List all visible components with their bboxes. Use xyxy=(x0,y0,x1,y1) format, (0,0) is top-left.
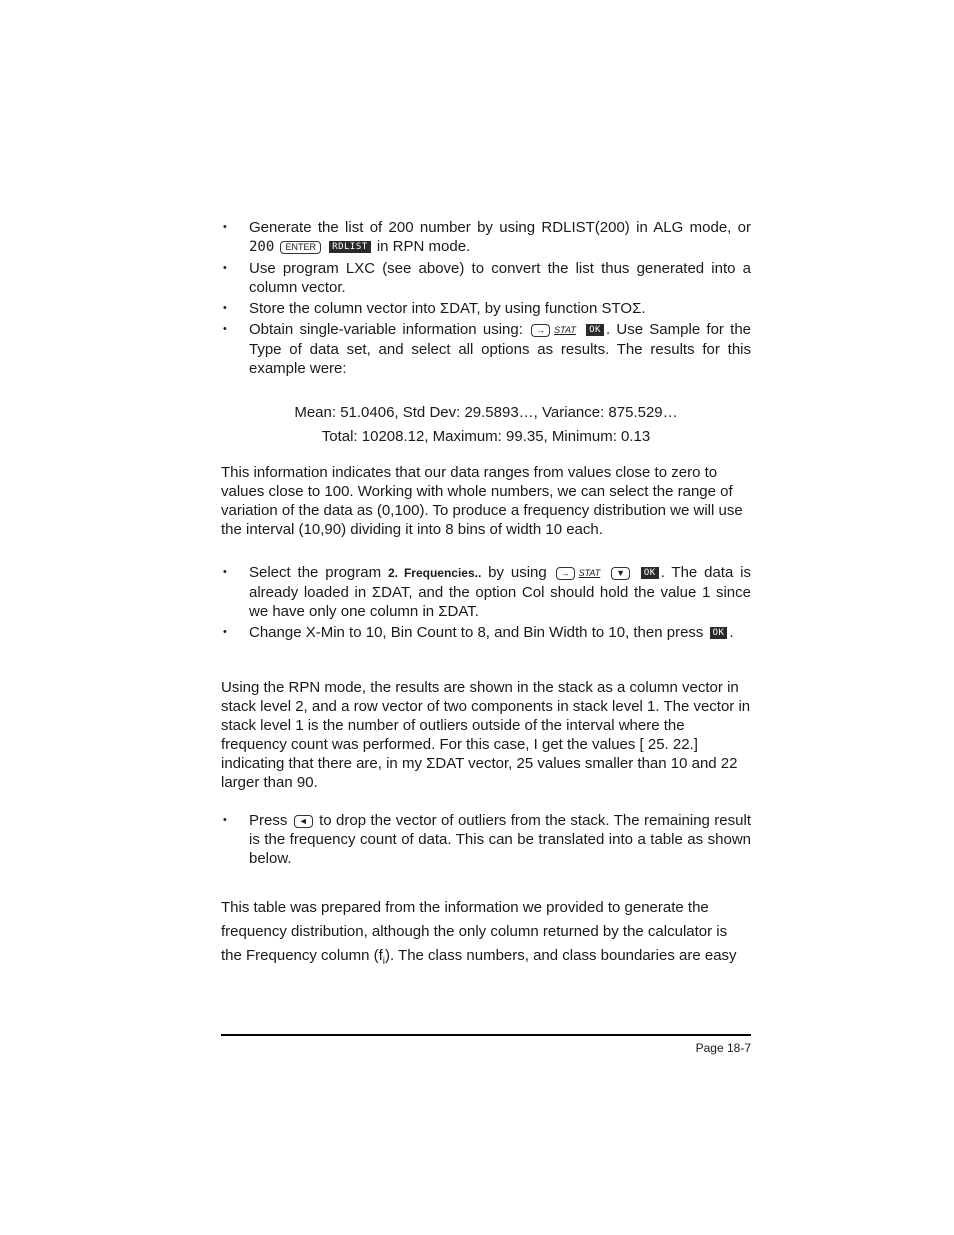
bullet-text: Select the program xyxy=(249,564,382,581)
bullet-text: by using xyxy=(488,564,547,581)
stat-label: STAT xyxy=(578,567,601,578)
bullet-text: . xyxy=(729,624,734,641)
right-shift-key-icon: → xyxy=(531,324,550,337)
results-block-2 xyxy=(221,427,751,446)
paragraph-text: This information indicates that our data ranges from values close to zero to values close to 100. Working with whole numbers, we can select the range of variation of the data as (0,100). To produce a frequency distribution we will use the interval (10,90) dividing it into 8 bins of width 10 each. xyxy=(221,464,743,538)
bullet-list-1 xyxy=(221,218,751,380)
ok-softkey-icon: OK xyxy=(586,324,604,336)
page-number: Page 18-7 xyxy=(695,1041,751,1055)
footer-rule xyxy=(221,1034,751,1036)
menu-item-name: 2. Frequencies.. xyxy=(387,566,482,580)
bullet-store xyxy=(221,299,751,318)
bullet-text: . Use Sample for the Type of data set, and select all options as results. The results for this example were: xyxy=(249,321,752,377)
bullet-text: Obtain single-variable information using: xyxy=(249,321,523,338)
stat-label: STAT xyxy=(554,324,576,335)
results-line-2: Total: 10208.12, Maximum: 99.35, Minimum: 0.13 xyxy=(321,428,651,445)
bullet-list-2 xyxy=(221,563,751,644)
bullet-obtain xyxy=(221,320,751,378)
ok-softkey-icon: OK xyxy=(710,627,728,639)
bullet-text: Press xyxy=(249,812,288,829)
bullet-text: Store the column vector into ΣDAT, by using function STOΣ. xyxy=(249,300,646,317)
paragraph-text xyxy=(221,896,751,974)
bullet-select-program xyxy=(221,563,751,621)
bullet-press-drop xyxy=(221,811,751,868)
bullet-text: to drop the vector of outliers from the stack. The remaining result is the frequency count of data. This can be translated into a table as shown below. xyxy=(249,812,751,867)
paragraph-text-pre: This table was prepared from the information we provided to generate the frequency distribution, although the only column returned by the calculator is the Frequency column (f xyxy=(221,899,728,964)
paragraph-text-post: ). The class numbers, and class boundaries are easy xyxy=(384,947,737,964)
ok-softkey-icon: OK xyxy=(641,567,659,579)
right-shift-key-icon: → xyxy=(556,567,575,580)
bullet-text: . The data is already loaded in ΣDAT, and the option Col should hold the value 1 since we have only one column in ΣDAT. xyxy=(249,564,751,620)
bullet-text: in RPN mode. xyxy=(376,238,471,255)
paragraph-text: Using the RPN mode, the results are shown in the stack as a column vector in stack level 2, and a row vector of two components in stack level 1. The vector in stack level 1 is the number of outliers outside of the interval where the frequency count was performed. For this case, I get the values [ 25. 22.] indicating that there are, in my ΣDAT vector, 25 values smaller than 10 and 22 larger than 90. xyxy=(221,679,751,791)
enter-key-icon: ENTER xyxy=(280,241,321,254)
bullet-change-params xyxy=(221,623,751,642)
subscript-i: i xyxy=(382,956,385,967)
bullet-list-3 xyxy=(221,811,751,870)
bullet-generate-list xyxy=(221,218,751,257)
paragraph-2 xyxy=(221,678,751,792)
down-arrow-key-icon: ▼ xyxy=(611,567,630,580)
number-entry: 200 xyxy=(249,239,275,255)
bullet-text: Generate the list of 200 number by using RDLIST(200) in ALG mode, or xyxy=(249,219,751,236)
results-line-1: Mean: 51.0406, Std Dev: 29.5893…, Variance: 875.529… xyxy=(294,404,678,421)
paragraph-1 xyxy=(221,463,751,539)
rdlist-softkey-icon: RDLIST xyxy=(329,241,371,253)
bullet-text: Change X-Min to 10, Bin Count to 8, and Bin Width to 10, then press xyxy=(249,624,704,641)
backspace-key-icon: ◄ xyxy=(294,815,313,828)
results-block xyxy=(221,403,751,422)
bullet-text: Use program LXC (see above) to convert the list thus generated into a column vector. xyxy=(249,260,751,296)
paragraph-3 xyxy=(221,896,751,974)
bullet-lxc xyxy=(221,259,751,297)
